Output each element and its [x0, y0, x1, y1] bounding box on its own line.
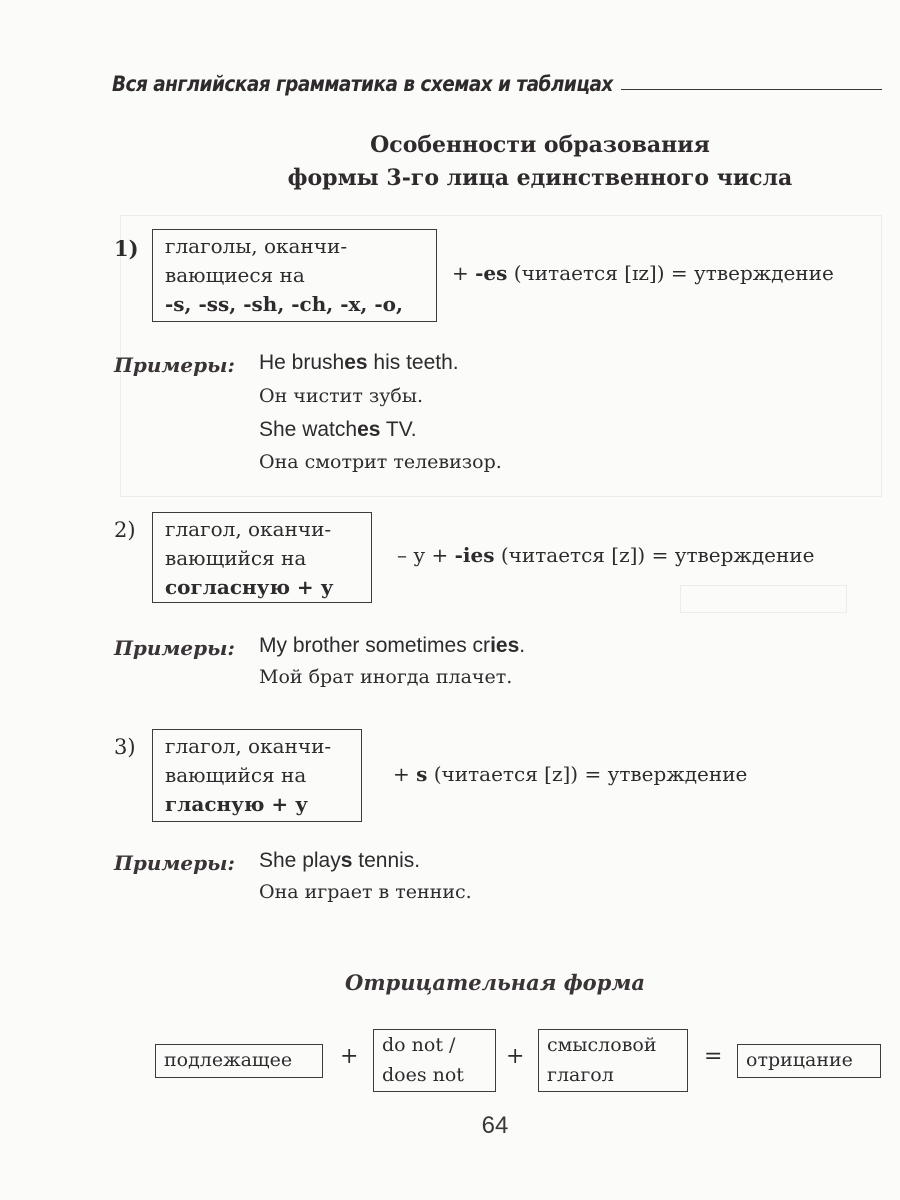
- example-ru: Он чистит зубы.: [259, 385, 424, 407]
- negative-form-title: Отрицательная форма: [345, 970, 645, 995]
- condition-line: вающийся на: [165, 546, 307, 570]
- condition-line: глаголы, оканчи-: [165, 234, 348, 258]
- rule-number: 2): [114, 518, 136, 542]
- formula-box-main-verb: [538, 1029, 688, 1092]
- formula-prefix: +: [393, 762, 417, 786]
- running-head-title: Вся английская грамматика в схемах и таблицах: [112, 72, 613, 96]
- formula-rest: (читается [ɪz]) = утверждение: [507, 261, 834, 285]
- section-title-line2: формы 3-го лица единственного числа: [287, 165, 793, 191]
- condition-line: согласную + у: [165, 575, 334, 599]
- rule-formula: [397, 543, 814, 567]
- example-ru: Мой брат иногда плачет.: [259, 666, 513, 688]
- formula-suffix: s: [416, 762, 428, 786]
- formula-box-auxiliary: [373, 1029, 496, 1092]
- rule-formula: [452, 261, 834, 285]
- condition-line: гласную + у: [165, 792, 308, 816]
- rule-condition-box: [152, 512, 372, 603]
- rule-formula: [393, 762, 747, 786]
- plus-operator: +: [340, 1044, 359, 1069]
- page-number: 64: [481, 1112, 509, 1139]
- examples-label: Примеры:: [114, 636, 235, 660]
- rule-condition-box: [152, 229, 437, 322]
- example-en: She plays tennis.: [259, 849, 421, 872]
- condition-line: вающиеся на: [165, 263, 305, 287]
- box-line: глагол: [547, 1064, 614, 1086]
- box-line: does not: [382, 1064, 464, 1086]
- example-en: He brushes his teeth.: [259, 351, 459, 374]
- condition-line: вающийся на: [165, 763, 307, 787]
- examples-label: Примеры:: [114, 353, 235, 377]
- bleed-through-text: [680, 585, 847, 613]
- formula-rest: (читается [z]) = утверждение: [494, 543, 815, 567]
- plus-operator: +: [506, 1044, 525, 1069]
- example-en: She watches TV.: [259, 418, 417, 441]
- example-en: My brother sometimes cries.: [259, 634, 526, 657]
- formula-prefix: – у +: [397, 543, 455, 567]
- example-ru: Она играет в теннис.: [259, 881, 472, 903]
- condition-line: -s, -ss, -sh, -ch, -x, -o,: [165, 292, 403, 316]
- formula-box-result: отрицание: [737, 1044, 881, 1078]
- examples-label: Примеры:: [114, 851, 235, 875]
- box-line: do not /: [382, 1034, 456, 1056]
- section-title-line1: Особенности образования: [370, 132, 710, 158]
- rule-number: 1): [114, 236, 139, 261]
- formula-rest: (читается [z]) = утверждение: [427, 762, 748, 786]
- running-head-rule: [621, 89, 882, 90]
- equals-operator: =: [704, 1044, 723, 1069]
- condition-line: глагол, оканчи-: [165, 517, 332, 541]
- formula-suffix: -ies: [454, 543, 495, 567]
- rule-number: 3): [114, 735, 136, 759]
- formula-prefix: +: [452, 261, 476, 285]
- condition-line: глагол, оканчи-: [165, 734, 332, 758]
- formula-box-subject: подлежащее: [155, 1044, 323, 1078]
- box-line: смысловой: [547, 1034, 657, 1056]
- rule-condition-box: [152, 729, 362, 822]
- formula-suffix: -es: [475, 261, 508, 285]
- running-head: [112, 62, 882, 96]
- example-ru: Она смотрит телевизор.: [259, 451, 502, 473]
